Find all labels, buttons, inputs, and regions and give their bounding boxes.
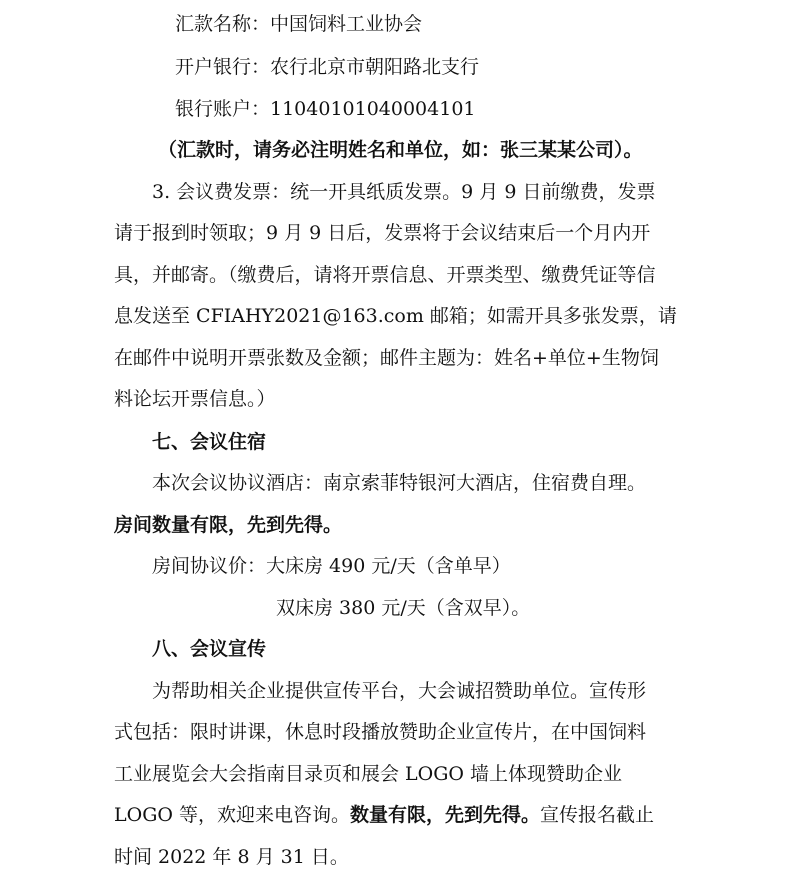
invoice-line-1: 3. 会议费发票：统一开具纸质发票。9 月 9 日前缴费，发票 <box>152 181 656 203</box>
promotion-heading: 八、会议宣传 <box>152 638 267 660</box>
invoice-line-4: 息发送至 CFIAHY2021@163.com 邮箱；如需开具多张发票，请 <box>114 305 677 327</box>
accommodation-hotel: 本次会议协议酒店：南京索菲特银河大酒店，住宿费自理。 <box>152 472 647 494</box>
promotion-line-3: 工业展览会大会指南目录页和展会 LOGO 墙上体现赞助企业 <box>114 763 623 785</box>
promotion-limited: 数量有限，先到先得。 <box>350 804 541 826</box>
promotion-line-2: 式包括：限时讲课，休息时段播放赞助企业宣传片，在中国饲料 <box>114 721 647 743</box>
remittance-note: （汇款时，请务必注明姓名和单位，如：张三某某公司）。 <box>158 139 643 161</box>
accommodation-price-king: 房间协议价：大床房 490 元/天（含单早） <box>152 555 511 577</box>
invoice-line-6: 料论坛开票信息。） <box>114 388 276 410</box>
invoice-line-3: 具，并邮寄。（缴费后，请将开票信息、开票类型、缴费凭证等信 <box>114 264 656 286</box>
remittance-name: 汇款名称：中国饲料工业协会 <box>175 13 423 35</box>
promotion-line-4 <box>114 802 654 828</box>
remittance-account: 银行账户：11040101040004101 <box>175 98 476 120</box>
promotion-line-4-end: 宣传报名截止 <box>540 804 655 826</box>
promotion-deadline: 时间 2022 年 8 月 31 日。 <box>114 846 349 868</box>
promotion-line-1: 为帮助相关企业提供宣传平台，大会诚招赞助单位。宣传形 <box>152 680 647 702</box>
accommodation-price-twin: 双床房 380 元/天（含双早）。 <box>276 597 531 619</box>
promotion-line-4-start: LOGO 等，欢迎来电咨询。 <box>114 804 350 826</box>
accommodation-limited: 房间数量有限，先到先得。 <box>114 514 343 536</box>
remittance-bank: 开户银行：农行北京市朝阳路北支行 <box>175 56 480 78</box>
invoice-line-2: 请于报到时领取；9 月 9 日后，发票将于会议结束后一个月内开 <box>114 222 651 244</box>
invoice-line-5: 在邮件中说明开票张数及金额；邮件主题为：姓名+单位+生物饲 <box>114 347 659 369</box>
accommodation-heading: 七、会议住宿 <box>152 431 267 453</box>
